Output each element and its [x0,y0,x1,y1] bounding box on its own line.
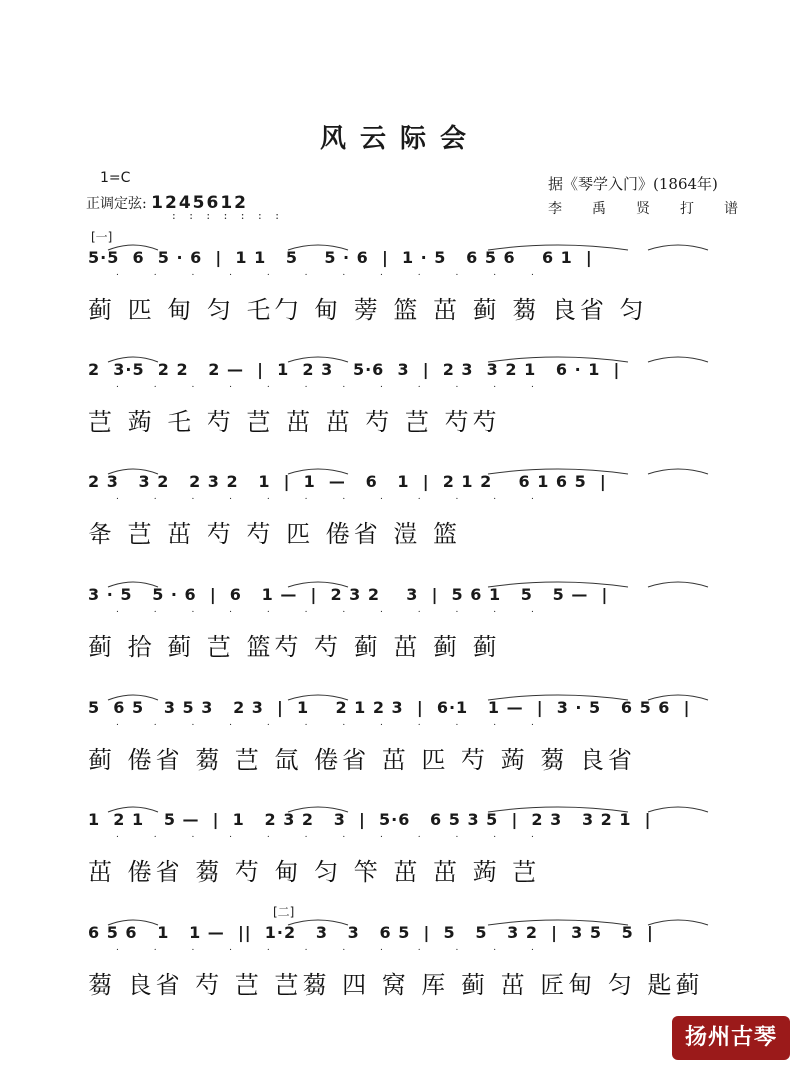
notator: 李禹贤打谱 [548,201,768,217]
score-system [88,462,728,572]
jianpu-notes: 5 6 5 3 5 3 2 3 | 1 2 1 2 3 | 6·1 1 — | 3 · 5 6 5 6 | [88,698,691,717]
jianzipu-tablature: 蓟 倦省 蒭 芑 氙 倦省 茁 匹 芍 蒟 蒭 良省 [88,746,636,774]
tuning-octave-dots: : : : : : : : [172,209,284,222]
octave-dots: . . . . . . . . . . . . [116,830,550,840]
jianzipu-tablature: 茁 倦省 蒭 芍 甸 匀 笇 茁 茁 蒟 芑 [88,858,541,886]
jianzipu-tablature: 蒭 良省 芍 芑 芑蒭 四 窝 厍 蓟 茁 匠甸 匀 匙蓟 [88,971,704,999]
jianpu-notes: 1 2 1 5 — | 1 2 3 2 3 | 5·6 6 5 3 5 | 2 3 3 2 1 | [88,810,652,829]
watermark-logo [672,1016,790,1060]
octave-dots: . . . . . . . . . . . . [116,268,550,278]
tuning-label: 正调定弦: [86,196,147,212]
octave-dots: . . . . . . . . . . . . [116,380,550,390]
score-system [88,913,728,1023]
octave-dots: . . . . . . . . . . . . [116,605,550,615]
score-system [88,800,728,910]
jianzipu-tablature: 蓟 拾 蓟 芑 篮芍 芍 蓟 茁 蓟 蓟 [88,633,501,661]
octave-dots: . . . . . . . . . . . . [116,492,550,502]
jianpu-notes: 2 3 3 2 2 3 2 1 | 1 — 6 1 | 2 1 2 6 1 6 5 | [88,472,607,491]
octave-dots: . . . . . . . . . . . . [116,718,550,728]
section-marker-2: [二] [273,905,295,919]
watermark-text: 扬州古琴 [684,1025,777,1050]
jianzipu-tablature: 夅 芑 茁 芍 芍 匹 倦省 溰 篮 [88,520,462,548]
jianzipu-tablature: 蓟 匹 甸 匀 乇勹 甸 蒡 篮 茁 蓟 蒭 良省 匀 [88,296,648,324]
score-system [88,350,728,460]
jianpu-notes: 5·5 6 5 · 6 | 1 1 5 5 · 6 | 1 · 5 6 5 6 6 1 | [88,248,593,267]
source-citation: 据《琴学入门》(1864年) [548,175,718,193]
score-system [88,575,728,685]
piece-title: 风云际会 [319,124,480,154]
score-system [88,688,728,798]
score-system [88,238,728,348]
jianzipu-tablature: 芑 蒟 乇 芍 芑 茁 茁 芍 芑 芍芍 [88,408,501,436]
jianpu-notes: 3 · 5 5 · 6 | 6 1 — | 2 3 2 3 | 5 6 1 5 5 — | [88,585,609,604]
jianpu-notes: 2 3·5 2 2 2 — | 1 2 3 5·6 3 | 2 3 3 2 1 6 · 1 | [88,360,621,379]
jianpu-notes: 6 5 6 1 1 — || 1·2 3 3 6 5 | 5 5 3 2 | 3 5 5 | [88,923,654,942]
tuning-notes: 1245612 [151,193,248,213]
key-signature: 1=C [100,170,131,186]
section-marker-1: [一] [91,230,113,244]
octave-dots: . . . . . . . . . . . . [116,943,550,953]
